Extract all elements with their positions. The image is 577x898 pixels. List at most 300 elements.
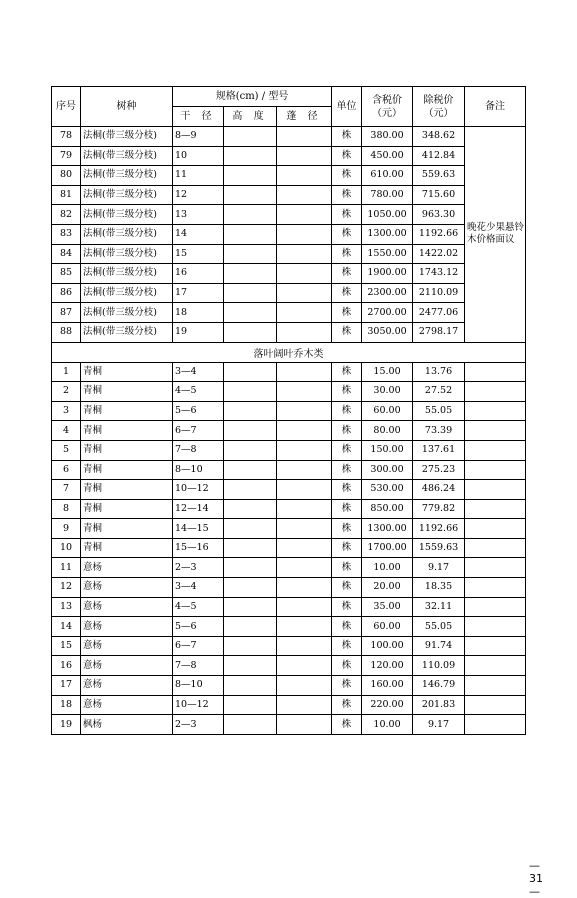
row-unit: 株: [332, 656, 362, 676]
row-seq: 9: [52, 519, 81, 539]
table-row: [52, 382, 526, 402]
header-trunk-diameter: 干 径: [173, 107, 224, 127]
table-row: [52, 224, 526, 244]
row-trunk-diameter: 7—8: [173, 440, 224, 460]
table-row: [52, 322, 526, 342]
row-canopy: [277, 519, 332, 539]
row-trunk-diameter: 3—4: [173, 362, 224, 382]
row-unit: 株: [332, 421, 362, 441]
row-seq: 81: [52, 185, 81, 205]
table-row: [52, 166, 526, 186]
row-canopy: [277, 322, 332, 342]
row-unit: 株: [332, 558, 362, 578]
row-seq: 80: [52, 166, 81, 186]
row-seq: 5: [52, 440, 81, 460]
row-tax-price: 120.00: [362, 656, 413, 676]
row-tax-price: 1050.00: [362, 205, 413, 225]
row-canopy: [277, 166, 332, 186]
row-notax-price: 2110.09: [413, 283, 465, 303]
row-tax-price: 1700.00: [362, 538, 413, 558]
row-height: [224, 578, 277, 598]
row-canopy: [277, 401, 332, 421]
row-species: 青桐: [81, 382, 173, 402]
row-canopy: [277, 224, 332, 244]
row-tax-price: 780.00: [362, 185, 413, 205]
row-height: [224, 244, 277, 264]
table-row: [52, 127, 526, 147]
row-seq: 12: [52, 578, 81, 598]
table-row: [52, 597, 526, 617]
row-trunk-diameter: 8—10: [173, 676, 224, 696]
row-seq: 84: [52, 244, 81, 264]
table-row: [52, 362, 526, 382]
row-unit: 株: [332, 146, 362, 166]
row-tax-price: 150.00: [362, 440, 413, 460]
row-canopy: [277, 303, 332, 323]
row-tax-price: 300.00: [362, 460, 413, 480]
row-species: 法桐(带三级分枝): [81, 205, 173, 225]
row-unit: 株: [332, 224, 362, 244]
row-note: [465, 656, 526, 676]
row-canopy: [277, 205, 332, 225]
header-notax-price-unit: （元）: [423, 107, 454, 119]
table-row: [52, 185, 526, 205]
row-canopy: [277, 597, 332, 617]
row-note: [465, 519, 526, 539]
row-height: [224, 205, 277, 225]
row-unit: 株: [332, 401, 362, 421]
row-trunk-diameter: 5—6: [173, 401, 224, 421]
row-notax-price: 110.09: [413, 656, 465, 676]
row-notax-price: 2798.17: [413, 322, 465, 342]
row-height: [224, 362, 277, 382]
row-canopy: [277, 440, 332, 460]
row-canopy: [277, 617, 332, 637]
row-trunk-diameter: 14: [173, 224, 224, 244]
row-species: 青桐: [81, 362, 173, 382]
table-row: [52, 558, 526, 578]
row-unit: 株: [332, 715, 362, 735]
row-tax-price: 30.00: [362, 382, 413, 402]
row-canopy: [277, 264, 332, 284]
row-unit: 株: [332, 695, 362, 715]
row-tax-price: 80.00: [362, 421, 413, 441]
row-seq: 88: [52, 322, 81, 342]
row-seq: 17: [52, 676, 81, 696]
table-row: [52, 146, 526, 166]
row-height: [224, 440, 277, 460]
header-height: 高 度: [224, 107, 277, 127]
row-species: 法桐(带三级分枝): [81, 303, 173, 323]
row-note: [465, 578, 526, 598]
row-tax-price: 1900.00: [362, 264, 413, 284]
row-note: [465, 421, 526, 441]
row-trunk-diameter: 7—8: [173, 656, 224, 676]
row-canopy: [277, 715, 332, 735]
row-height: [224, 499, 277, 519]
row-tax-price: 220.00: [362, 695, 413, 715]
row-seq: 87: [52, 303, 81, 323]
row-unit: 株: [332, 303, 362, 323]
row-trunk-diameter: 15: [173, 244, 224, 264]
row-note: [465, 362, 526, 382]
header-notax-price: [413, 87, 465, 127]
row-canopy: [277, 656, 332, 676]
row-height: [224, 146, 277, 166]
row-species: 青桐: [81, 480, 173, 500]
row-tax-price: 35.00: [362, 597, 413, 617]
row-height: [224, 617, 277, 637]
row-unit: 株: [332, 283, 362, 303]
row-seq: 3: [52, 401, 81, 421]
row-height: [224, 558, 277, 578]
table-row: [52, 617, 526, 637]
row-notax-price: 412.84: [413, 146, 465, 166]
row-tax-price: 20.00: [362, 578, 413, 598]
row-seq: 2: [52, 382, 81, 402]
row-canopy: [277, 460, 332, 480]
row-notax-price: 91.74: [413, 636, 465, 656]
table-row: [52, 264, 526, 284]
row-trunk-diameter: 2—3: [173, 715, 224, 735]
row-species: 意杨: [81, 656, 173, 676]
row-notax-price: 13.76: [413, 362, 465, 382]
header-unit: 单位: [332, 87, 362, 127]
row-notax-price: 55.05: [413, 617, 465, 637]
row-unit: 株: [332, 499, 362, 519]
row-height: [224, 460, 277, 480]
row-height: [224, 676, 277, 696]
section-title: 落叶阔叶乔木类: [52, 342, 526, 362]
row-canopy: [277, 146, 332, 166]
row-note: [465, 617, 526, 637]
row-height: [224, 264, 277, 284]
row-species: 青桐: [81, 440, 173, 460]
table-row: [52, 244, 526, 264]
row-height: [224, 127, 277, 147]
row-unit: 株: [332, 382, 362, 402]
row-height: [224, 656, 277, 676]
row-trunk-diameter: 12: [173, 185, 224, 205]
row-unit: 株: [332, 127, 362, 147]
row-trunk-diameter: 11: [173, 166, 224, 186]
row-seq: 86: [52, 283, 81, 303]
row-notax-price: 55.05: [413, 401, 465, 421]
row-tax-price: 100.00: [362, 636, 413, 656]
row-note: [465, 715, 526, 735]
row-note: [465, 440, 526, 460]
row-unit: 株: [332, 636, 362, 656]
row-seq: 82: [52, 205, 81, 225]
header-species: 树种: [81, 87, 173, 127]
row-height: [224, 597, 277, 617]
row-seq: 83: [52, 224, 81, 244]
row-species: 法桐(带三级分枝): [81, 166, 173, 186]
row-seq: 78: [52, 127, 81, 147]
row-species: 青桐: [81, 519, 173, 539]
row-note: [465, 460, 526, 480]
row-note: [465, 558, 526, 578]
row-unit: 株: [332, 440, 362, 460]
row-notax-price: 1192.66: [413, 224, 465, 244]
row-trunk-diameter: 10—12: [173, 695, 224, 715]
row-notax-price: 73.39: [413, 421, 465, 441]
row-seq: 1: [52, 362, 81, 382]
row-canopy: [277, 558, 332, 578]
row-unit: 株: [332, 676, 362, 696]
row-trunk-diameter: 18: [173, 303, 224, 323]
row-unit: 株: [332, 264, 362, 284]
row-species: 青桐: [81, 538, 173, 558]
row-species: 青桐: [81, 401, 173, 421]
row-trunk-diameter: 13: [173, 205, 224, 225]
row-trunk-diameter: 5—6: [173, 617, 224, 637]
row-species: 意杨: [81, 636, 173, 656]
row-tax-price: 10.00: [362, 558, 413, 578]
row-notax-price: 2477.06: [413, 303, 465, 323]
row-height: [224, 401, 277, 421]
row-notax-price: 1422.02: [413, 244, 465, 264]
row-species: 意杨: [81, 578, 173, 598]
row-unit: 株: [332, 519, 362, 539]
row-unit: 株: [332, 617, 362, 637]
row-notax-price: 1192.66: [413, 519, 465, 539]
table-row: [52, 578, 526, 598]
row-note: [465, 401, 526, 421]
row-height: [224, 303, 277, 323]
row-species: 意杨: [81, 597, 173, 617]
row-trunk-diameter: 2—3: [173, 558, 224, 578]
table-row: [52, 401, 526, 421]
table-row: [52, 283, 526, 303]
row-canopy: [277, 480, 332, 500]
row-tax-price: 60.00: [362, 401, 413, 421]
row-species: 法桐(带三级分枝): [81, 283, 173, 303]
row-unit: 株: [332, 205, 362, 225]
row-height: [224, 322, 277, 342]
row-trunk-diameter: 14—15: [173, 519, 224, 539]
table-row: [52, 636, 526, 656]
row-tax-price: 1300.00: [362, 519, 413, 539]
row-notax-price: 9.17: [413, 715, 465, 735]
row-tax-price: 3050.00: [362, 322, 413, 342]
row-note: [465, 382, 526, 402]
price-table-page: [51, 86, 543, 898]
row-trunk-diameter: 17: [173, 283, 224, 303]
row-trunk-diameter: 6—7: [173, 636, 224, 656]
header-seq: 序号: [52, 87, 81, 127]
table-row: [52, 695, 526, 715]
row-unit: 株: [332, 244, 362, 264]
row-seq: 15: [52, 636, 81, 656]
row-trunk-diameter: 4—5: [173, 382, 224, 402]
row-seq: 6: [52, 460, 81, 480]
row-seq: 8: [52, 499, 81, 519]
row-species: 法桐(带三级分枝): [81, 244, 173, 264]
row-tax-price: 10.00: [362, 715, 413, 735]
row-trunk-diameter: 8—9: [173, 127, 224, 147]
row-seq: 79: [52, 146, 81, 166]
row-trunk-diameter: 10—12: [173, 480, 224, 500]
row-tax-price: 160.00: [362, 676, 413, 696]
row-tax-price: 850.00: [362, 499, 413, 519]
row-note: [465, 636, 526, 656]
row-seq: 4: [52, 421, 81, 441]
price-table: [51, 86, 526, 735]
row-seq: 18: [52, 695, 81, 715]
row-species: 意杨: [81, 617, 173, 637]
row-seq: 14: [52, 617, 81, 637]
row-seq: 16: [52, 656, 81, 676]
row-seq: 7: [52, 480, 81, 500]
row-unit: 株: [332, 578, 362, 598]
table-row: [52, 656, 526, 676]
row-species: 法桐(带三级分枝): [81, 127, 173, 147]
row-notax-price: 559.63: [413, 166, 465, 186]
row-trunk-diameter: 12—14: [173, 499, 224, 519]
row-height: [224, 538, 277, 558]
header-note: 备注: [465, 87, 526, 127]
row-notax-price: 27.52: [413, 382, 465, 402]
row-height: [224, 185, 277, 205]
row-note: [465, 538, 526, 558]
table-row: [52, 538, 526, 558]
row-tax-price: 15.00: [362, 362, 413, 382]
row-canopy: [277, 421, 332, 441]
row-height: [224, 382, 277, 402]
row-height: [224, 421, 277, 441]
row-trunk-diameter: 15—16: [173, 538, 224, 558]
row-canopy: [277, 283, 332, 303]
row-tax-price: 450.00: [362, 146, 413, 166]
row-canopy: [277, 695, 332, 715]
row-notax-price: 715.60: [413, 185, 465, 205]
row-canopy: [277, 499, 332, 519]
row-notax-price: 779.82: [413, 499, 465, 519]
row-note: 晚花少果悬铃木价格面议: [465, 127, 526, 343]
header-row-1: [52, 87, 526, 107]
table-row: [52, 205, 526, 225]
row-canopy: [277, 127, 332, 147]
row-canopy: [277, 244, 332, 264]
row-trunk-diameter: 8—10: [173, 460, 224, 480]
row-unit: 株: [332, 538, 362, 558]
row-species: 青桐: [81, 499, 173, 519]
row-notax-price: 146.79: [413, 676, 465, 696]
row-height: [224, 166, 277, 186]
row-tax-price: 1550.00: [362, 244, 413, 264]
table-row: [52, 715, 526, 735]
row-tax-price: 2300.00: [362, 283, 413, 303]
row-species: 意杨: [81, 695, 173, 715]
row-canopy: [277, 636, 332, 656]
row-trunk-diameter: 19: [173, 322, 224, 342]
row-canopy: [277, 676, 332, 696]
row-notax-price: 201.83: [413, 695, 465, 715]
row-notax-price: 275.23: [413, 460, 465, 480]
row-species: 法桐(带三级分枝): [81, 224, 173, 244]
row-tax-price: 530.00: [362, 480, 413, 500]
row-canopy: [277, 382, 332, 402]
row-trunk-diameter: 4—5: [173, 597, 224, 617]
row-notax-price: 348.62: [413, 127, 465, 147]
header-spec: 规格(cm) / 型号: [173, 87, 332, 107]
row-height: [224, 715, 277, 735]
header-notax-price-label: 除税价: [423, 94, 454, 106]
row-notax-price: 9.17: [413, 558, 465, 578]
row-canopy: [277, 578, 332, 598]
header-canopy: 蓬 径: [277, 107, 332, 127]
row-notax-price: 32.11: [413, 597, 465, 617]
row-canopy: [277, 538, 332, 558]
row-canopy: [277, 185, 332, 205]
row-unit: 株: [332, 185, 362, 205]
row-trunk-diameter: 16: [173, 264, 224, 284]
table-row: [52, 460, 526, 480]
row-note: [465, 676, 526, 696]
row-unit: 株: [332, 322, 362, 342]
row-notax-price: 963.30: [413, 205, 465, 225]
row-seq: 19: [52, 715, 81, 735]
table-row: [52, 519, 526, 539]
row-tax-price: 380.00: [362, 127, 413, 147]
row-notax-price: 486.24: [413, 480, 465, 500]
row-species: 法桐(带三级分枝): [81, 322, 173, 342]
table-row: [52, 440, 526, 460]
row-height: [224, 695, 277, 715]
row-trunk-diameter: 3—4: [173, 578, 224, 598]
row-tax-price: 2700.00: [362, 303, 413, 323]
row-notax-price: 137.61: [413, 440, 465, 460]
row-height: [224, 283, 277, 303]
row-unit: 株: [332, 597, 362, 617]
header-tax-price-unit: （元）: [372, 107, 403, 119]
section-row: [52, 342, 526, 362]
table-row: [52, 421, 526, 441]
row-trunk-diameter: 6—7: [173, 421, 224, 441]
row-tax-price: 610.00: [362, 166, 413, 186]
row-seq: 13: [52, 597, 81, 617]
row-height: [224, 480, 277, 500]
row-species: 青桐: [81, 460, 173, 480]
row-species: 法桐(带三级分枝): [81, 264, 173, 284]
row-note: [465, 597, 526, 617]
row-note: [465, 480, 526, 500]
table-row: [52, 499, 526, 519]
row-species: 青桐: [81, 421, 173, 441]
row-notax-price: 1743.12: [413, 264, 465, 284]
table-row: [52, 676, 526, 696]
row-height: [224, 519, 277, 539]
row-height: [224, 224, 277, 244]
page-number: — 31 —: [529, 859, 543, 898]
table-row: [52, 480, 526, 500]
row-seq: 10: [52, 538, 81, 558]
table-row: [52, 303, 526, 323]
header-tax-price: [362, 87, 413, 127]
row-canopy: [277, 362, 332, 382]
row-trunk-diameter: 10: [173, 146, 224, 166]
header-tax-price-label: 含税价: [372, 94, 403, 106]
row-notax-price: 18.35: [413, 578, 465, 598]
row-note: [465, 695, 526, 715]
row-species: 枫杨: [81, 715, 173, 735]
row-note: [465, 499, 526, 519]
row-seq: 11: [52, 558, 81, 578]
row-species: 意杨: [81, 676, 173, 696]
row-unit: 株: [332, 166, 362, 186]
row-tax-price: 60.00: [362, 617, 413, 637]
